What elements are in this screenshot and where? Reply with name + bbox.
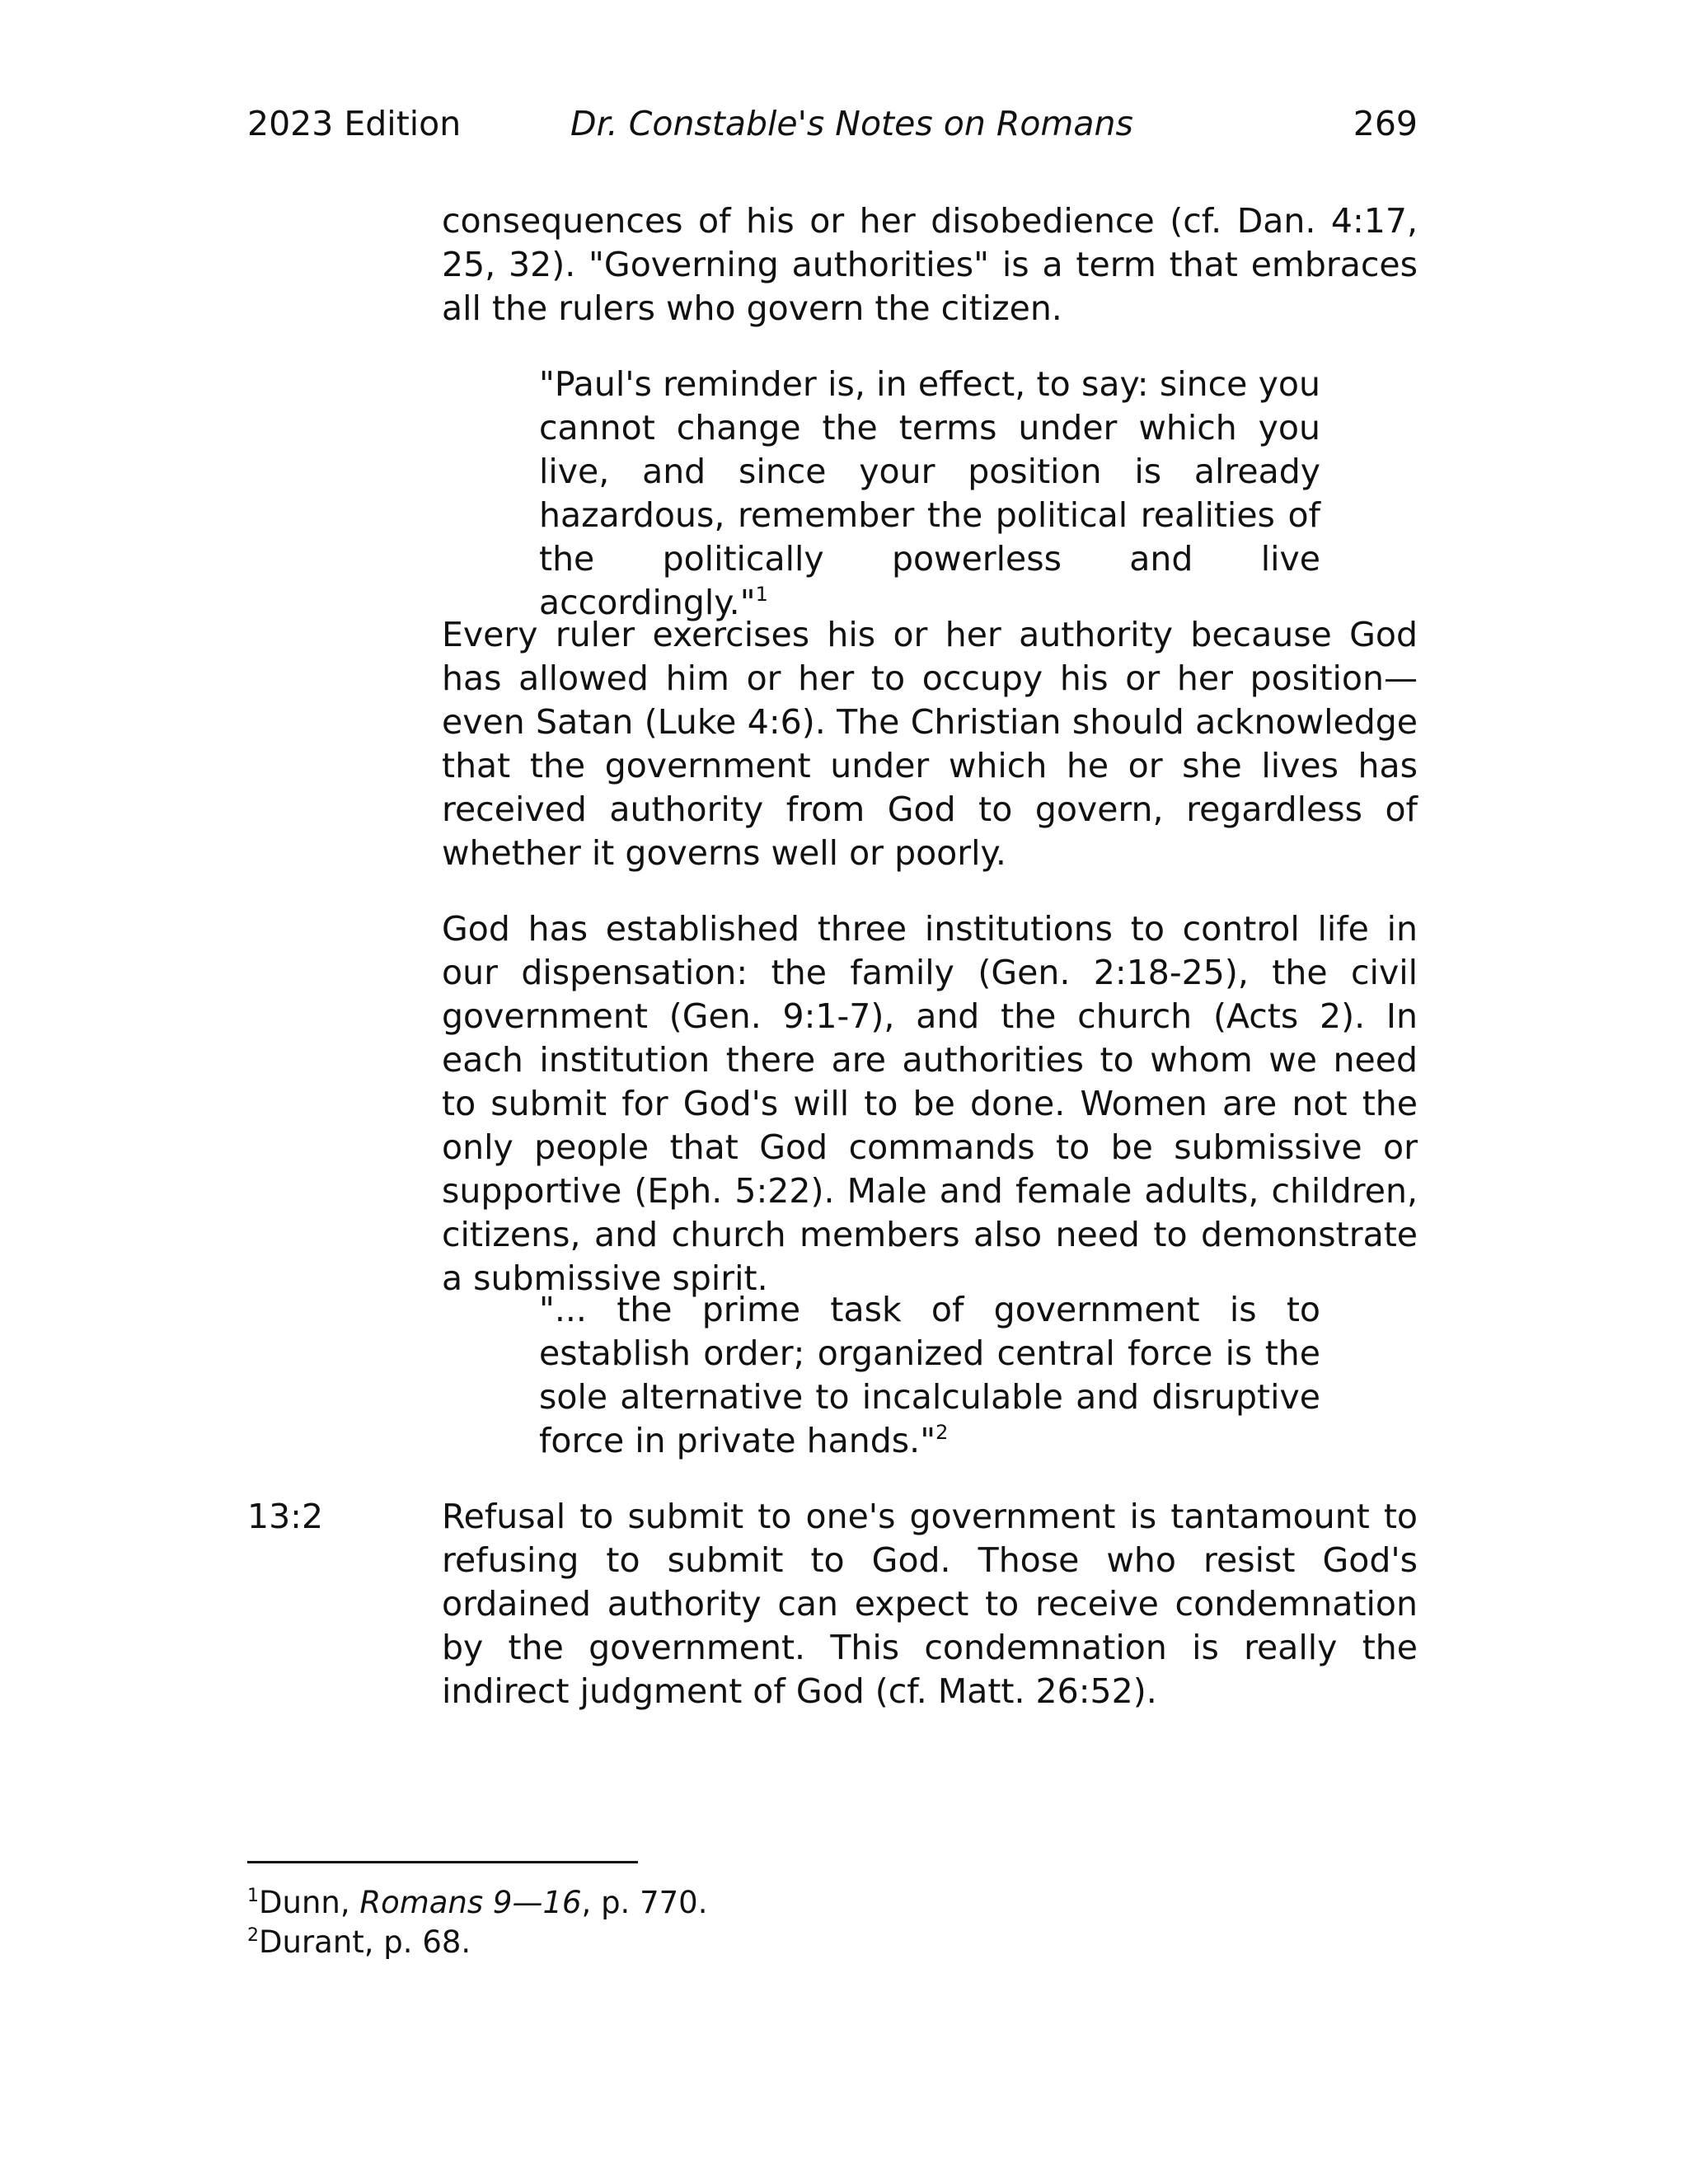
page-number: 269 (1353, 104, 1418, 143)
paragraph-4: Refusal to submit to one's government is tantamount to refusing to submit to God. Those who resist God's ordained authority can expect to receive condemnation by the government. This condemnation is really the indirect judgment of God (cf. Matt. 26:52). (442, 1497, 1418, 1711)
footnote-2 (247, 1923, 471, 1962)
paragraph-3: God has established three institutions to control life in our dispensation: the family (Gen. 2:18-25), the civil government (Gen. 9:1-7), and the church (Acts 2). In each institution there are authorities to whom we need to submit for God's will to be done. Women are not the only people that God commands to be submissive or supportive (Eph. 5:22). Male and female adults, children, citizens, and church members also need to demonstrate a submissive spirit. (442, 909, 1418, 1298)
footnote-number: 2 (247, 1925, 259, 1946)
footnote-ref-2[interactable]: 2 (935, 1421, 949, 1444)
footnote-number: 1 (247, 1886, 259, 1906)
footnote-divider (247, 1861, 638, 1863)
footnote-work: Romans 9—16 (359, 1885, 582, 1920)
footnote-author: Durant, p. 68. (259, 1924, 471, 1960)
page-header (247, 99, 1418, 148)
verse-label: 13:2 (247, 1497, 324, 1536)
footnote-rest: , p. 770. (581, 1885, 708, 1920)
block-quote-2-text: "... the prime task of government is to establish order; organized central force is the sole alternative to incalculable and disruptive force in private hands." (539, 1290, 1320, 1460)
footnote-1 (247, 1883, 707, 1923)
footnote-ref-1[interactable]: 1 (755, 583, 768, 606)
document-title: Dr. Constable's Notes on Romans (570, 104, 1133, 143)
paragraph-1: consequences of his or her disobedience (cf. Dan. 4:17, 25, 32). "Governing authorities" is a term that embraces all the rulers who govern the citizen. (442, 201, 1418, 328)
block-quote-1-text: "Paul's reminder is, in effect, to say: since you cannot change the terms under which you live, and since your position is already hazardous, remember the political realities of the politically powerless and live accordingly." (539, 364, 1320, 622)
footnote-author: Dunn, (259, 1885, 360, 1920)
paragraph-2: Every ruler exercises his or her authority because God has allowed him or her to occupy his or her position—even Satan (Luke 4:6). The Christian should acknowledge that the government under which he or she lives has received authority from God to govern, regardless of whether it governs well or poorly. (442, 615, 1418, 873)
block-quote-1 (539, 363, 1320, 625)
block-quote-2 (539, 1288, 1320, 1463)
edition-label: 2023 Edition (247, 104, 462, 143)
